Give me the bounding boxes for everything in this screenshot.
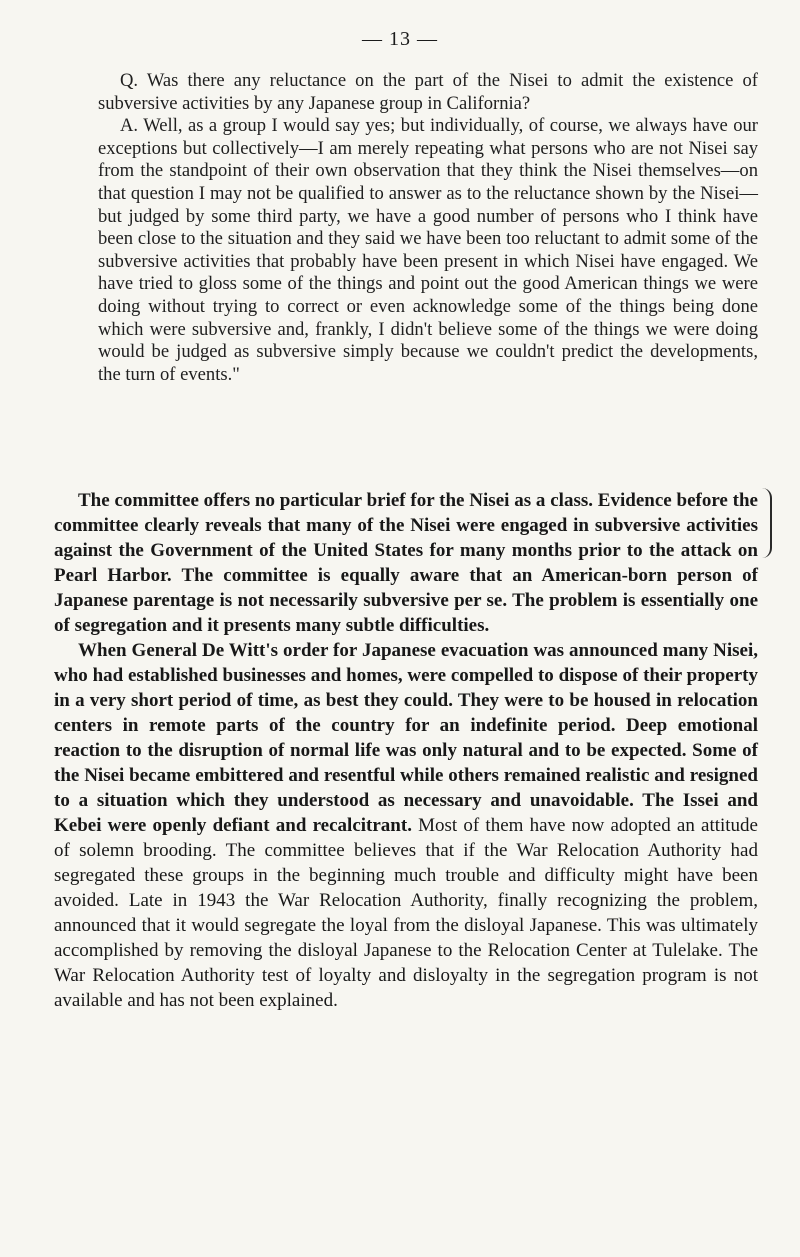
question-paragraph: Q. Was there any reluctance on the part of the Nisei to admit the existence of subversive activities by any Japanese group in California? xyxy=(98,70,758,114)
answer-paragraph: A. Well, as a group I would say yes; but individually, of course, we always have our exceptions but collectively—I am merely repeating what persons who are not Nisei say from the standpoint of their own observation that they think the Nisei themselves—on that question I may not be qualified to answer as to the reluctance shown by the Nisei—but judged by some third party, we have a good number of persons who I think have been close to the situation and they said we have been too reluctant to admit some of the subversive activities that probably have been present in which Nisei have engaged. We have tried to gloss some of the things and point out the good American things we were doing without trying to correct or even acknowledge some of the things being done which were subversive and, frankly, I didn't believe some of the things we were doing would be judged as subversive simply because we couldn't predict the developments, the turn of events." xyxy=(98,115,758,385)
commentary-paragraph-1: The committee offers no particular brief for the Nisei as a class. Evidence before the committee clearly reveals that many of the Nisei were engaged in subversive activities against the Government of the United States for many months prior to the attack on Pearl Harbor. The committee is equally aware that an American-born person of Japanese parentage is not necessarily subversive per se. The problem is essentially one of segregation and it presents many subtle difficulties. xyxy=(54,490,758,636)
commentary-paragraph-2-continued: Most of them have now adopted an attitude of solemn brooding. The committee believes that if the War Relocation Authority had segregated these groups in the beginning much trouble and difficulty might have been avoided. Late in 1943 the War Relocation Authority, finally recognizing the problem, announced that it would segregate the loyal from the disloyal Japanese. This was ultimately accomplished by removing the disloyal Japanese to the Relocation Center at Tulelake. The War Relocation Authority test of loyalty and disloyalty in the segregation program is not available and has not been explained. xyxy=(54,815,758,1011)
testimony-excerpt xyxy=(98,70,758,386)
commentary-paragraph-2-bold: When General De Witt's order for Japanese evacuation was announced many Nisei, who had established businesses and homes, were compelled to dispose of their property in a very short period of time, as best they could. They were to be housed in relocation centers in remote parts of the country for an indefinite period. Deep emotional reaction to the disruption of normal life was only natural and to be expected. Some of the Nisei became embittered and resentful while others remained realistic and resigned to a situation which they understood as necessary and unavoidable. The Issei and Kebei were openly defiant and recalcitrant. xyxy=(54,640,758,836)
committee-commentary xyxy=(54,488,758,1013)
page-number: — 13 — xyxy=(362,28,438,50)
margin-bracket-mark xyxy=(762,488,772,558)
commentary-paragraph-2 xyxy=(54,638,758,1013)
